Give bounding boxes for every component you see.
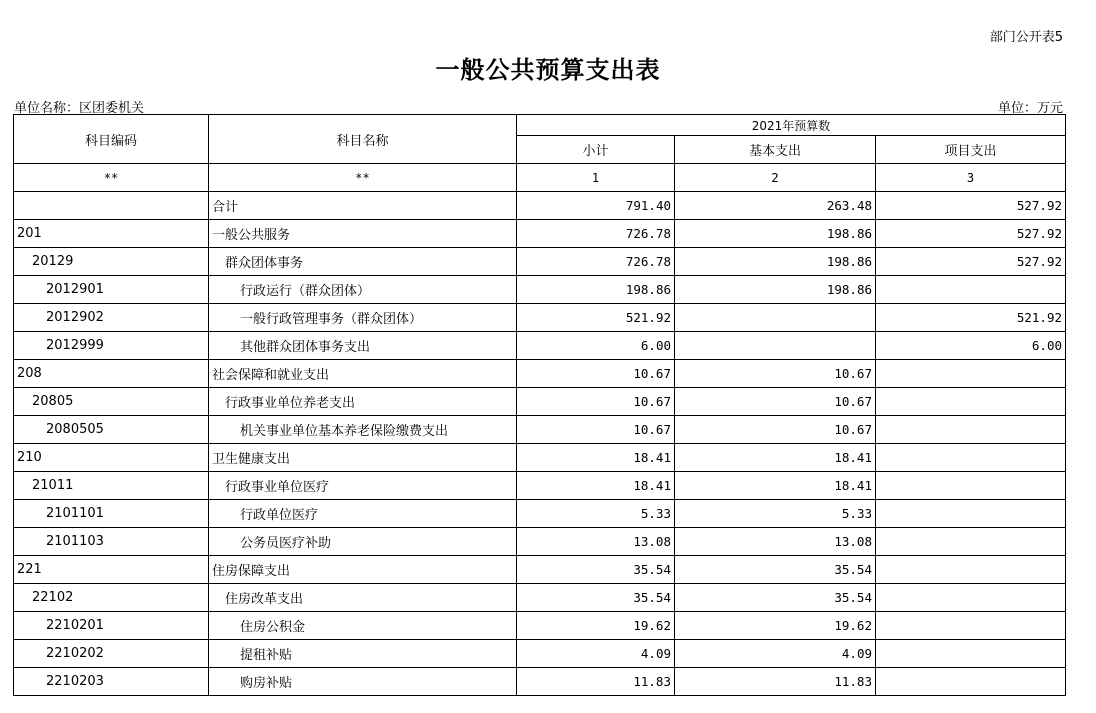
index-cell: **	[14, 164, 209, 192]
table-row	[14, 640, 1066, 668]
header-subtotal: 小计	[517, 136, 675, 164]
table-row	[14, 192, 1066, 220]
header-budget-group: 2021年预算数	[517, 115, 1066, 136]
code-cell: 22102	[14, 584, 209, 612]
table-row	[14, 304, 1066, 332]
basic-cell: 19.62	[675, 612, 876, 640]
name-cell: 行政单位医疗	[209, 500, 517, 528]
index-row	[14, 164, 1066, 192]
unit-name-label: 单位名称：区团委机关	[14, 101, 145, 116]
project-cell	[876, 556, 1066, 584]
subtotal-cell: 726.78	[517, 248, 675, 276]
report-number-label: 部门公开表5	[989, 30, 1063, 45]
page-title: 一般公共预算支出表	[435, 55, 661, 84]
subtotal-cell: 18.41	[517, 444, 675, 472]
name-cell: 群众团体事务	[209, 248, 517, 276]
project-cell	[876, 528, 1066, 556]
code-cell: 208	[14, 360, 209, 388]
project-cell	[876, 472, 1066, 500]
subtotal-cell: 13.08	[517, 528, 675, 556]
name-cell: 一般行政管理事务（群众团体）	[209, 304, 517, 332]
table-row	[14, 248, 1066, 276]
basic-cell: 10.67	[675, 416, 876, 444]
basic-cell: 18.41	[675, 444, 876, 472]
basic-cell	[675, 332, 876, 360]
project-cell: 521.92	[876, 304, 1066, 332]
table-row	[14, 360, 1066, 388]
code-cell: 21011	[14, 472, 209, 500]
table-row	[14, 612, 1066, 640]
code-cell: 2101101	[14, 500, 209, 528]
name-cell: 行政运行（群众团体）	[209, 276, 517, 304]
table-row	[14, 556, 1066, 584]
code-cell: 201	[14, 220, 209, 248]
name-cell: 公务员医疗补助	[209, 528, 517, 556]
code-cell: 20129	[14, 248, 209, 276]
header-project: 项目支出	[876, 136, 1066, 164]
table-row	[14, 276, 1066, 304]
table-row	[14, 584, 1066, 612]
subtotal-cell: 11.83	[517, 668, 675, 696]
table-row	[14, 416, 1066, 444]
basic-cell: 4.09	[675, 640, 876, 668]
subtotal-cell: 726.78	[517, 220, 675, 248]
project-cell	[876, 640, 1066, 668]
project-cell	[876, 416, 1066, 444]
subtotal-cell: 6.00	[517, 332, 675, 360]
basic-cell: 198.86	[675, 276, 876, 304]
code-cell: 2012902	[14, 304, 209, 332]
project-cell	[876, 276, 1066, 304]
code-cell: 2210203	[14, 668, 209, 696]
code-cell: 2012999	[14, 332, 209, 360]
header-code: 科目编码	[14, 115, 209, 164]
project-cell	[876, 612, 1066, 640]
basic-cell: 198.86	[675, 248, 876, 276]
code-cell: 2210202	[14, 640, 209, 668]
name-cell: 购房补贴	[209, 668, 517, 696]
table-row	[14, 444, 1066, 472]
name-cell: 提租补贴	[209, 640, 517, 668]
basic-cell: 263.48	[675, 192, 876, 220]
name-cell: 社会保障和就业支出	[209, 360, 517, 388]
name-cell: 一般公共服务	[209, 220, 517, 248]
header-row-top	[14, 115, 1066, 136]
index-cell: 2	[675, 164, 876, 192]
subtotal-cell: 198.86	[517, 276, 675, 304]
code-cell: 210	[14, 444, 209, 472]
code-cell: 20805	[14, 388, 209, 416]
name-cell: 机关事业单位基本养老保险缴费支出	[209, 416, 517, 444]
table-row	[14, 472, 1066, 500]
index-cell: **	[209, 164, 517, 192]
currency-unit-label: 单位：万元	[997, 101, 1063, 116]
index-cell: 3	[876, 164, 1066, 192]
index-cell: 1	[517, 164, 675, 192]
basic-cell: 10.67	[675, 360, 876, 388]
project-cell	[876, 360, 1066, 388]
table-row	[14, 668, 1066, 696]
code-cell: 2012901	[14, 276, 209, 304]
subtotal-cell: 4.09	[517, 640, 675, 668]
project-cell	[876, 444, 1066, 472]
project-cell	[876, 500, 1066, 528]
basic-cell: 198.86	[675, 220, 876, 248]
subtotal-cell: 5.33	[517, 500, 675, 528]
code-cell: 221	[14, 556, 209, 584]
project-cell	[876, 668, 1066, 696]
subtotal-cell: 35.54	[517, 584, 675, 612]
project-cell: 527.92	[876, 248, 1066, 276]
basic-cell: 5.33	[675, 500, 876, 528]
table-row	[14, 528, 1066, 556]
basic-cell: 18.41	[675, 472, 876, 500]
table-row	[14, 332, 1066, 360]
subtotal-cell: 791.40	[517, 192, 675, 220]
name-cell: 合计	[209, 192, 517, 220]
table-row	[14, 388, 1066, 416]
code-cell	[14, 192, 209, 220]
basic-cell: 35.54	[675, 584, 876, 612]
basic-cell	[675, 304, 876, 332]
subtotal-cell: 10.67	[517, 388, 675, 416]
header-name: 科目名称	[209, 115, 517, 164]
name-cell: 住房保障支出	[209, 556, 517, 584]
name-cell: 行政事业单位养老支出	[209, 388, 517, 416]
header-basic: 基本支出	[675, 136, 876, 164]
table-row	[14, 220, 1066, 248]
project-cell: 527.92	[876, 192, 1066, 220]
name-cell: 行政事业单位医疗	[209, 472, 517, 500]
name-cell: 住房公积金	[209, 612, 517, 640]
table-row	[14, 500, 1066, 528]
project-cell: 6.00	[876, 332, 1066, 360]
subtotal-cell: 19.62	[517, 612, 675, 640]
code-cell: 2080505	[14, 416, 209, 444]
code-cell: 2101103	[14, 528, 209, 556]
name-cell: 住房改革支出	[209, 584, 517, 612]
project-cell	[876, 388, 1066, 416]
basic-cell: 11.83	[675, 668, 876, 696]
code-cell: 2210201	[14, 612, 209, 640]
subtotal-cell: 10.67	[517, 360, 675, 388]
subtotal-cell: 521.92	[517, 304, 675, 332]
name-cell: 其他群众团体事务支出	[209, 332, 517, 360]
subtotal-cell: 18.41	[517, 472, 675, 500]
basic-cell: 13.08	[675, 528, 876, 556]
subtotal-cell: 10.67	[517, 416, 675, 444]
basic-cell: 10.67	[675, 388, 876, 416]
project-cell	[876, 584, 1066, 612]
budget-table	[13, 114, 1066, 696]
basic-cell: 35.54	[675, 556, 876, 584]
subtotal-cell: 35.54	[517, 556, 675, 584]
project-cell: 527.92	[876, 220, 1066, 248]
name-cell: 卫生健康支出	[209, 444, 517, 472]
